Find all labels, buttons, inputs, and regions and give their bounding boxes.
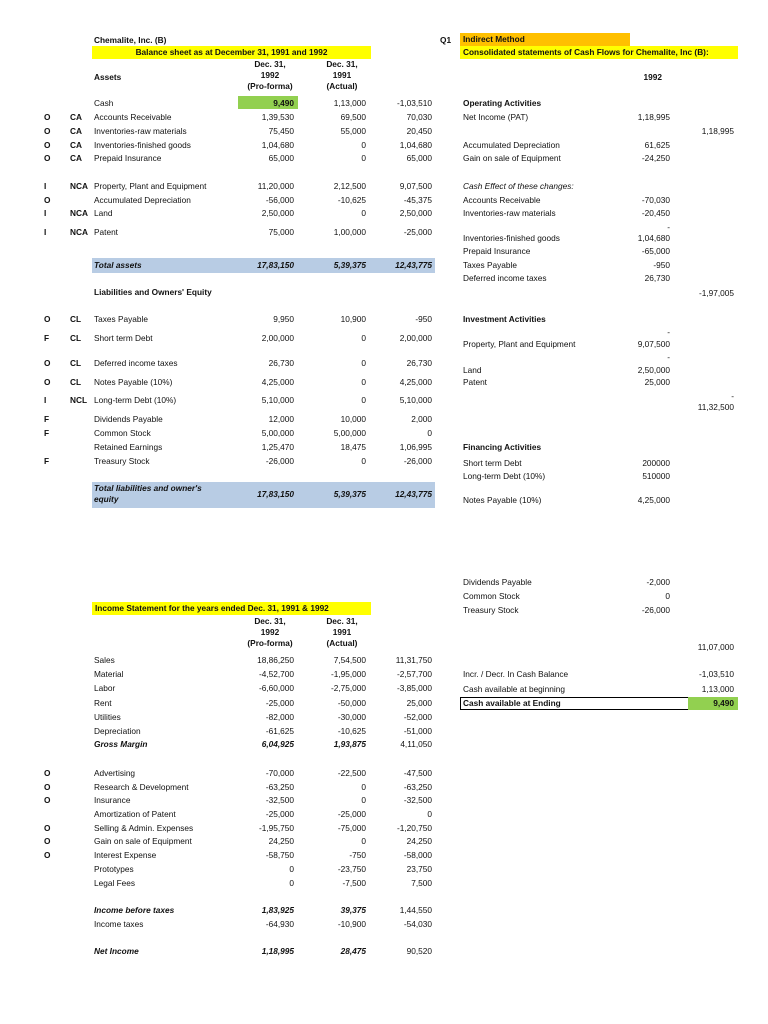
- income-1992-value: 18,86,250: [257, 655, 294, 665]
- income-1991-value: -30,000: [337, 712, 366, 722]
- income-label: Rent: [94, 698, 112, 708]
- liability-label: Retained Earnings: [94, 442, 163, 452]
- asset-1991-value: 1,00,000: [333, 227, 366, 237]
- cf-ts-value: -26,000: [641, 605, 670, 615]
- is-col1-line3: (Pro-forma): [247, 638, 293, 648]
- gain-label: Gain on sale of Equipment: [463, 153, 561, 163]
- liability-1992-value: 5,00,000: [261, 428, 294, 438]
- income-change-value: -32,500: [403, 795, 432, 805]
- cf-std-label: Short term Debt: [463, 458, 522, 468]
- income-title: Income Statement for the years ended Dec. 31, 1991 & 1992: [95, 603, 329, 613]
- income-label: Income before taxes: [94, 905, 175, 915]
- income-1992-value: -64,930: [265, 919, 294, 929]
- liability-label: Treasury Stock: [94, 456, 150, 466]
- income-label: Amortization of Patent: [94, 809, 176, 819]
- cf-ar-value: -70,030: [641, 195, 670, 205]
- asset-label: Cash: [94, 98, 114, 108]
- liability-flow-tag: F: [44, 428, 50, 438]
- liability-change-value: -26,000: [403, 456, 432, 466]
- cashflow-title: Consolidated statements of Cash Flows for Chemalite, Inc (B):: [463, 47, 709, 57]
- income-flow-tag: O: [44, 823, 51, 833]
- income-change-value: 23,750: [406, 864, 432, 874]
- asset-flow-tag: I: [44, 208, 47, 218]
- asset-1992-value: 1,39,530: [261, 112, 294, 122]
- gain-value: -24,250: [641, 153, 670, 163]
- income-1992-value: 6,04,925: [261, 739, 294, 749]
- asset-class-tag: CA: [70, 140, 82, 150]
- asset-label: Land: [94, 208, 113, 218]
- income-change-value: -52,000: [403, 712, 432, 722]
- total-assets-change: 12,43,775: [395, 260, 432, 270]
- liability-flow-tag: O: [44, 358, 51, 368]
- cf-patent-value: 25,000: [644, 377, 670, 387]
- asset-change-value: -25,000: [403, 227, 432, 237]
- income-1991-value: -50,000: [337, 698, 366, 708]
- liability-1992-value: 1,25,470: [261, 442, 294, 452]
- cf-cs-label: Common Stock: [463, 591, 520, 601]
- income-change-value: -47,500: [403, 768, 432, 778]
- company-name: Chemalite, Inc. (B): [94, 35, 167, 45]
- income-flow-tag: O: [44, 795, 51, 805]
- asset-flow-tag: O: [44, 195, 51, 205]
- cf-prepaid-value: -65,000: [641, 246, 670, 256]
- liabilities-heading: Liabilities and Owners' Equity: [94, 287, 212, 297]
- liability-label: Dividends Payable: [94, 414, 163, 424]
- liability-1992-value: 26,730: [268, 358, 294, 368]
- cf-dash-3: -: [667, 352, 670, 362]
- cf-dash-4: -: [731, 391, 734, 401]
- liability-1992-value: 4,25,000: [261, 377, 294, 387]
- cf-ltd-value: 510000: [642, 471, 670, 481]
- income-1991-value: -10,625: [337, 726, 366, 736]
- cf-deferred-value: 26,730: [644, 273, 670, 283]
- income-1992-value: -4,52,700: [258, 669, 294, 679]
- asset-flow-tag: O: [44, 112, 51, 122]
- income-1991-value: 0: [361, 836, 366, 846]
- income-label: Interest Expense: [94, 850, 157, 860]
- income-1991-value: 28,475: [340, 946, 366, 956]
- cf-std-value: 200000: [642, 458, 670, 468]
- income-change-value: -51,000: [403, 726, 432, 736]
- cf-fin-goods-value: 1,04,680: [637, 233, 670, 243]
- asset-class-tag: CA: [70, 126, 82, 136]
- asset-1992-value: 75,450: [268, 126, 294, 136]
- liability-change-value: 2,00,000: [399, 333, 432, 343]
- cf-dash-1: -: [667, 222, 670, 232]
- is-col1-line1: Dec. 31,: [254, 616, 286, 626]
- asset-1992-value: 75,000: [268, 227, 294, 237]
- income-1992-value: 1,18,995: [261, 946, 294, 956]
- liability-flow-tag: F: [44, 456, 50, 466]
- asset-class-tag: CA: [70, 112, 82, 122]
- liability-change-value: 4,25,000: [399, 377, 432, 387]
- financing-total: 11,07,000: [697, 642, 734, 652]
- cf-deferred-label: Deferred income taxes: [463, 273, 547, 283]
- cf-cs-value: 0: [665, 591, 670, 601]
- liability-1992-value: -26,000: [265, 456, 294, 466]
- asset-class-tag: NCA: [70, 227, 88, 237]
- asset-1991-value: -10,625: [337, 195, 366, 205]
- total-liabilities-1992: 17,83,150: [257, 489, 294, 499]
- operating-heading: Operating Activities: [463, 98, 542, 108]
- is-col2-line3: (Actual): [326, 638, 358, 648]
- income-label: Labor: [94, 683, 116, 693]
- income-1992-value: 1,83,925: [261, 905, 294, 915]
- income-label: Utilities: [94, 712, 121, 722]
- income-change-value: 25,000: [406, 698, 432, 708]
- income-1991-value: -1,95,000: [330, 669, 366, 679]
- investment-heading: Investment Activities: [463, 314, 546, 324]
- liability-class-tag: CL: [70, 314, 82, 324]
- asset-1992-value: -56,000: [265, 195, 294, 205]
- liability-change-value: 5,10,000: [399, 395, 432, 405]
- income-flow-tag: O: [44, 850, 51, 860]
- income-1991-value: -2,75,000: [330, 683, 366, 693]
- acc-dep-value: 61,625: [644, 140, 670, 150]
- liability-1991-value: 10,900: [340, 314, 366, 324]
- financing-heading: Financing Activities: [463, 442, 542, 452]
- asset-label: Inventories-finished goods: [94, 140, 191, 150]
- liability-change-value: 0: [427, 428, 432, 438]
- income-flow-tag: O: [44, 836, 51, 846]
- cf-raw-value: -20,450: [641, 208, 670, 218]
- cf-div-value: -2,000: [646, 577, 670, 587]
- income-1991-value: -750: [349, 850, 366, 860]
- income-flow-tag: O: [44, 782, 51, 792]
- asset-1992-value: 11,20,000: [257, 181, 294, 191]
- asset-1992-value: 2,50,000: [261, 208, 294, 218]
- liability-label: Deferred income taxes: [94, 358, 178, 368]
- cf-ar-label: Accounts Receivable: [463, 195, 541, 205]
- liability-label: Notes Payable (10%): [94, 377, 173, 387]
- income-1992-value: 0: [289, 864, 294, 874]
- income-change-value: 1,44,550: [399, 905, 432, 915]
- income-change-value: -2,57,700: [396, 669, 432, 679]
- income-label: Legal Fees: [94, 878, 136, 888]
- asset-1992-value: 65,000: [268, 153, 294, 163]
- bs-col1-line1: Dec. 31,: [254, 59, 286, 69]
- cf-ts-label: Treasury Stock: [463, 605, 519, 615]
- liability-1991-value: 0: [361, 395, 366, 405]
- income-label: Income taxes: [94, 919, 144, 929]
- cf-prepaid-label: Prepaid Insurance: [463, 246, 531, 256]
- asset-flow-tag: I: [44, 227, 47, 237]
- cf-taxes-value: -950: [653, 260, 670, 270]
- liability-1991-value: 18,475: [340, 442, 366, 452]
- income-1991-value: 7,54,500: [333, 655, 366, 665]
- income-change-value: 4,11,050: [400, 739, 432, 749]
- income-label: Insurance: [94, 795, 131, 805]
- assets-heading: Assets: [94, 72, 122, 82]
- asset-class-tag: NCA: [70, 208, 88, 218]
- end-value: 9,490: [713, 698, 734, 708]
- liability-1991-value: 0: [361, 358, 366, 368]
- asset-label: Accumulated Depreciation: [94, 195, 191, 205]
- income-change-value: -1,20,750: [396, 823, 432, 833]
- asset-change-value: 2,50,000: [399, 208, 432, 218]
- liability-label: Long-term Debt (10%): [94, 395, 177, 405]
- net-income-value: 1,18,995: [637, 112, 670, 122]
- asset-flow-tag: O: [44, 126, 51, 136]
- operating-total: -1,97,005: [698, 288, 734, 298]
- liability-class-tag: CL: [70, 377, 82, 387]
- income-1992-value: 24,250: [268, 836, 294, 846]
- asset-label: Prepaid Insurance: [94, 153, 162, 163]
- income-1991-value: 0: [361, 782, 366, 792]
- liability-1992-value: 2,00,000: [261, 333, 294, 343]
- income-change-value: -3,85,000: [396, 683, 432, 693]
- cf-notes-label: Notes Payable (10%): [463, 495, 542, 505]
- income-change-value: -58,000: [403, 850, 432, 860]
- income-label: Gross Margin: [94, 739, 148, 749]
- income-change-value: 7,500: [411, 878, 432, 888]
- income-label: Selling & Admin. Expenses: [94, 823, 194, 833]
- is-col2-line1: Dec. 31,: [326, 616, 358, 626]
- cashflow-year: 1992: [643, 72, 662, 82]
- cash-effect-label: Cash Effect of these changes:: [463, 181, 574, 191]
- liability-1992-value: 9,950: [273, 314, 294, 324]
- asset-1992-value: 9,490: [273, 98, 294, 108]
- cf-fin-goods-label: Inventories-finished goods: [463, 233, 560, 243]
- income-1992-value: -6,60,000: [258, 683, 294, 693]
- liability-1991-value: 0: [361, 377, 366, 387]
- liability-label: Common Stock: [94, 428, 151, 438]
- income-1992-value: -25,000: [265, 698, 294, 708]
- asset-change-value: 20,450: [406, 126, 432, 136]
- asset-label: Patent: [94, 227, 118, 237]
- is-col2-line2: 1991: [332, 627, 352, 637]
- income-1991-value: -22,500: [337, 768, 366, 778]
- income-1991-value: -10,900: [337, 919, 366, 929]
- income-1991-value: -7,500: [342, 878, 366, 888]
- liability-flow-tag: O: [44, 314, 51, 324]
- income-1992-value: -58,750: [265, 850, 294, 860]
- asset-1991-value: 0: [361, 153, 366, 163]
- incr-label: Incr. / Decr. In Cash Balance: [463, 669, 569, 679]
- income-label: Gain on sale of Equipment: [94, 836, 192, 846]
- cf-land-label: Land: [463, 365, 482, 375]
- liability-flow-tag: F: [44, 333, 50, 343]
- income-1991-value: 0: [361, 795, 366, 805]
- liability-1991-value: 0: [361, 456, 366, 466]
- bs-col1-line2: 1992: [260, 70, 280, 80]
- income-change-value: 11,31,750: [395, 655, 432, 665]
- method-title: Indirect Method: [463, 34, 525, 44]
- asset-change-value: 65,000: [406, 153, 432, 163]
- liability-class-tag: NCL: [70, 395, 88, 405]
- asset-change-value: -45,375: [403, 195, 432, 205]
- liability-change-value: 1,06,995: [399, 442, 432, 452]
- liability-class-tag: CL: [70, 358, 82, 368]
- asset-class-tag: CA: [70, 153, 82, 163]
- asset-label: Inventories-raw materials: [94, 126, 187, 136]
- asset-1991-value: 1,13,000: [333, 98, 366, 108]
- asset-1991-value: 55,000: [340, 126, 366, 136]
- liability-change-value: 2,000: [411, 414, 432, 424]
- income-label: Material: [94, 669, 124, 679]
- total-liabilities-label-1: Total liabilities and owner's: [94, 483, 202, 493]
- asset-1992-value: 1,04,680: [261, 140, 294, 150]
- liability-label: Short term Debt: [94, 333, 153, 343]
- cf-notes-value: 4,25,000: [637, 495, 670, 505]
- income-1991-value: 39,375: [340, 905, 366, 915]
- total-liabilities-1991: 5,39,375: [333, 489, 366, 499]
- income-change-value: -54,030: [403, 919, 432, 929]
- income-change-value: 90,520: [406, 946, 432, 956]
- cf-land-value: 2,50,000: [637, 365, 670, 375]
- income-label: Advertising: [94, 768, 136, 778]
- net-income-label: Net Income (PAT): [463, 112, 529, 122]
- income-label: Sales: [94, 655, 115, 665]
- income-1992-value: -82,000: [265, 712, 294, 722]
- income-1992-value: -61,625: [265, 726, 294, 736]
- income-1992-value: -1,95,750: [258, 823, 294, 833]
- income-1991-value: -75,000: [337, 823, 366, 833]
- liability-change-value: -950: [415, 314, 432, 324]
- is-col1-line2: 1992: [260, 627, 280, 637]
- bs-col1-line3: (Pro-forma): [247, 81, 293, 91]
- investment-total: 11,32,500: [697, 402, 734, 412]
- cf-taxes-label: Taxes Payable: [463, 260, 517, 270]
- acc-dep-label: Accumulated Depreciation: [463, 140, 560, 150]
- total-assets-1991: 5,39,375: [333, 260, 366, 270]
- asset-1991-value: 0: [361, 140, 366, 150]
- question-number: Q1: [440, 35, 452, 45]
- income-1992-value: -70,000: [265, 768, 294, 778]
- asset-change-value: 1,04,680: [399, 140, 432, 150]
- cf-div-label: Dividends Payable: [463, 577, 532, 587]
- asset-1991-value: 69,500: [340, 112, 366, 122]
- net-income-total: 1,18,995: [701, 126, 734, 136]
- income-label: Prototypes: [94, 864, 134, 874]
- total-assets-1992: 17,83,150: [257, 260, 294, 270]
- liability-change-value: 26,730: [406, 358, 432, 368]
- income-flow-tag: O: [44, 768, 51, 778]
- income-change-value: -63,250: [403, 782, 432, 792]
- income-label: Depreciation: [94, 726, 141, 736]
- asset-change-value: 70,030: [406, 112, 432, 122]
- end-label: Cash available at Ending: [463, 698, 561, 708]
- liability-label: Taxes Payable: [94, 314, 148, 324]
- income-1991-value: 1,93,875: [333, 739, 366, 749]
- asset-change-value: 9,07,500: [399, 181, 432, 191]
- total-assets-label: Total assets: [94, 260, 142, 270]
- incr-value: -1,03,510: [698, 669, 734, 679]
- bs-col2-line2: 1991: [332, 70, 352, 80]
- income-label: Research & Development: [94, 782, 189, 792]
- income-1992-value: 0: [289, 878, 294, 888]
- asset-flow-tag: O: [44, 153, 51, 163]
- liability-flow-tag: I: [44, 395, 47, 405]
- income-label: Net Income: [94, 946, 139, 956]
- liability-1991-value: 0: [361, 333, 366, 343]
- asset-label: Accounts Receivable: [94, 112, 172, 122]
- total-liabilities-label-2: equity: [94, 494, 119, 504]
- liability-1992-value: 5,10,000: [261, 395, 294, 405]
- liability-1991-value: 5,00,000: [333, 428, 366, 438]
- bs-col2-line1: Dec. 31,: [326, 59, 358, 69]
- liability-flow-tag: F: [44, 414, 50, 424]
- income-change-value: 0: [427, 809, 432, 819]
- income-change-value: 24,250: [406, 836, 432, 846]
- income-1992-value: -25,000: [265, 809, 294, 819]
- cf-patent-label: Patent: [463, 377, 487, 387]
- income-1991-value: -25,000: [337, 809, 366, 819]
- income-1991-value: -23,750: [337, 864, 366, 874]
- asset-1991-value: 0: [361, 208, 366, 218]
- asset-change-value: -1,03,510: [396, 98, 432, 108]
- bs-col2-line3: (Actual): [326, 81, 358, 91]
- asset-flow-tag: O: [44, 140, 51, 150]
- cf-dash-2: -: [667, 327, 670, 337]
- total-liabilities-change: 12,43,775: [395, 489, 432, 499]
- liability-1991-value: 10,000: [340, 414, 366, 424]
- cf-ppe-label: Property, Plant and Equipment: [463, 339, 576, 349]
- asset-flow-tag: I: [44, 181, 47, 191]
- asset-class-tag: NCA: [70, 181, 88, 191]
- liability-flow-tag: O: [44, 377, 51, 387]
- cf-raw-label: Inventories-raw materials: [463, 208, 556, 218]
- asset-1991-value: 2,12,500: [333, 181, 366, 191]
- balance-sheet-title: Balance sheet as at December 31, 1991 and 1992: [135, 47, 328, 57]
- cf-ppe-value: 9,07,500: [637, 339, 670, 349]
- income-1992-value: -32,500: [265, 795, 294, 805]
- begin-value: 1,13,000: [701, 684, 734, 694]
- cf-ltd-label: Long-term Debt (10%): [463, 471, 546, 481]
- liability-1992-value: 12,000: [268, 414, 294, 424]
- asset-label: Property, Plant and Equipment: [94, 181, 207, 191]
- begin-label: Cash available at beginning: [463, 684, 565, 694]
- income-1992-value: -63,250: [265, 782, 294, 792]
- liability-class-tag: CL: [70, 333, 82, 343]
